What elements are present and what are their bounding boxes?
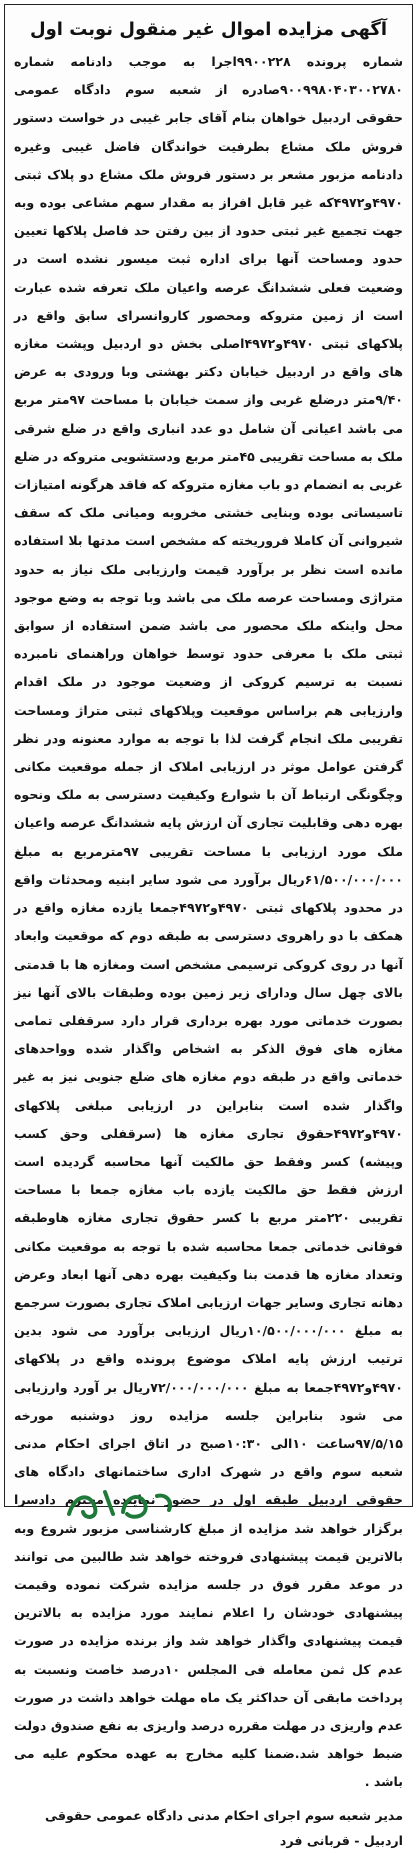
notice-title: آگهی مزایده اموال غیر منقول نوبت اول	[29, 19, 388, 40]
stamp-mark	[61, 1474, 181, 1524]
signature-line-2: اردبیل - قربانی فرد	[279, 1832, 403, 1848]
signature-block	[14, 1803, 403, 1853]
signature-line-1: مدیر شعبه سوم اجرای احکام مدنی دادگاه عمومی حقوقی	[44, 1807, 403, 1823]
notice-body: شماره پرونده ۹۹۰۰۲۲۸اجرا به موجب دادنامه شماره ۹۰۰۹۹۸۰۴۰۳۰۰۲۷۸۰صادره از شعبه سوم دادگاه عمومی حقوقی اردبیل خواهان بنام آقای جابر غیبی در خواست دستور فروش ملک مشاع بطرفیت خواندگان فاضل غیبی وغیره دادنامه مزبور مشعر بر دستور فروش ملک مشاع دو پلاک ثبتی ۴۹۷۰و۴۹۷۲که غیر قابل افراز به مقدار سهم مشاعی بوده وبه جهت تجمیع غیر ثبتی حدود از بین رفتن حد فاصل پلاکها تعیین حدود ومساحت آنها برای اداره ثبت میسور نشده است در وضعیت فعلی ششدانگ عرصه واعیان ملک تعرفه شده عبارت است از زمین متروکه ومحصور کاروانسرای سابق واقع در پلاکهای ثبتی ۴۹۷۰و۴۹۷۲اصلی بخش دو اردبیل وپشت مغازه های واقع در اردبیل خیابان دکتر بهشتی وبا ورودی به عرض ۹/۴۰متر درضلع غربی واز سمت خیابان با مساحت ۹۷متر مربع می باشد اعیانی آن شامل دو عدد انباری واقع در ضلع شرقی ملک به مساحت تقریبی ۴۵متر مربع ودستشویی متروکه در ضلع غربی به انضمام دو باب مغازه متروکه که فاقد هرگونه امتیازات تاسیساتی بوده وبنایی خشتی مخروبه ومیانی ملک که سقف شیروانی آن کاملا فروریخته که مشخص است مدتها بلا استفاده مانده است نظر بر برآورد قیمت وارزیابی ملک نیاز به حدود متراژی ومساحت عرصه ملک می باشد وبا توجه به وضع موجود محل واینکه ملک محصور می باشد ضمن استفاده از سوابق ثبتی ملک با معرفی حدود توسط خواهان وراهنمای نامبرده نسبت به ترسیم کروکی از وضعیت موجود در ملک اقدام وارزیابی هم براساس موقعیت وپلاکهای ثبتی متراژ ومساحت تقریبی ملک انجام گرفت لذا با توجه به موارد معنونه ودر نظر گرفتن عوامل موثر در ارزیابی املاک از جمله موقعیت مکانی وچگونگی ارتباط آن با شوارع وکیفیت دسترسی به ملک ونحوه بهره دهی وقابلیت تجاری آن ارزش پایه ششدانگ عرصه واعیان ملک مورد ارزیابی با مساحت تقریبی ۹۷مترمربع به مبلغ ۶۱/۵۰۰/۰۰۰/۰۰۰ریال برآورد می شود سایر ابنیه ومحدثات واقع در محدود پلاکهای ثبتی ۴۹۷۰و۴۹۷۲جمعا یازده مغازه واقع در همکف با دو راهروی دسترسی به طبقه دوم که موقعیت وابعاد آنها در روی کروکی ترسیمی مشخص است ومغازه ها با قدمتی بالای چهل سال ودارای زیر زمین بوده وطبقات بالای آنها نیز بصورت خدماتی مورد بهره برداری قرار دارد سرقفلی تمامی مغازه های فوق الذکر به اشخاص واگذار شده وواحدهای خدماتی واقع در طبقه دوم مغازه های ضلع جنوبی نیز به غیر واگذار شده است بنابراین در ارزیابی مبلغی پلاکهای ۴۹۷۰و۴۹۷۲حقوق تجاری مغازه ها (سرقفلی وحق کسب وپیشه) کسر وفقط حق مالکیت آنها محاسبه گردیده است ارزش فقط حق مالکیت یازده باب مغازه جمعا با مساحت تقریبی ۲۲۰متر مربع با کسر حقوق تجاری مغازه هاوطبقه فوقانی خدماتی جمعا محاسبه شده با توجه به موقعیت مکانی وتعداد مغازه ها قدمت بنا وکیفیت بهره دهی آنها ابعاد وعرض دهانه تجاری وسایر جهات ارزیابی املاک تجاری بصورت سرجمع به مبلغ ۱۰/۵۰۰/۰۰۰/۰۰۰ریال ارزیابی برآورد می شود بدین ترتیب ارزش پایه املاک موضوع پرونده واقع در پلاکهای ۴۹۷۰و۴۹۷۲جمعا به مبلغ ۷۲/۰۰۰/۰۰۰/۰۰۰ریال بر آورد وارزیابی می شود بنابراین جلسه مزایده روز دوشنبه مورخه ۹۷/۵/۱۵ساعت ۱۰الی ۱۰:۳۰صبح در اتاق اجرای احکام مدنی شعبه سوم واقع در شهرک اداری ساختمانهای دادگاه های حقوقی اردبیل طبقه اول در حضور نماینده محترم دادسرا برگزار خواهد شد مزایده از مبلغ کارشناسی مزبور شروع وبه بالاترین قیمت پیشنهادی فروخته خواهد شد طالبین می توانند در موعد مقرر فوق در جلسه مزایده شرکت نموده وقیمت پیشنهادی خودشان را اعلام نمایند مورد مزایده به بالاترین قیمت پیشنهادی واگذار خواهد شد واز برنده مزایده در صورت عدم کل ثمن معامله فی المجلس ۱۰درصد خاصت ونسبت به پرداخت مابقی آن حداکثر یک ماه مهلت خواهد داشت در صورت عدم واریزی در مهلت مقرره درصد واریزی به نفع صندوق دولت ضبط خواهد شد.ضمنا کلیه مخارج به عهده محکوم علیه می باشد .	[14, 54, 404, 1790]
auction-notice	[4, 4, 413, 1848]
